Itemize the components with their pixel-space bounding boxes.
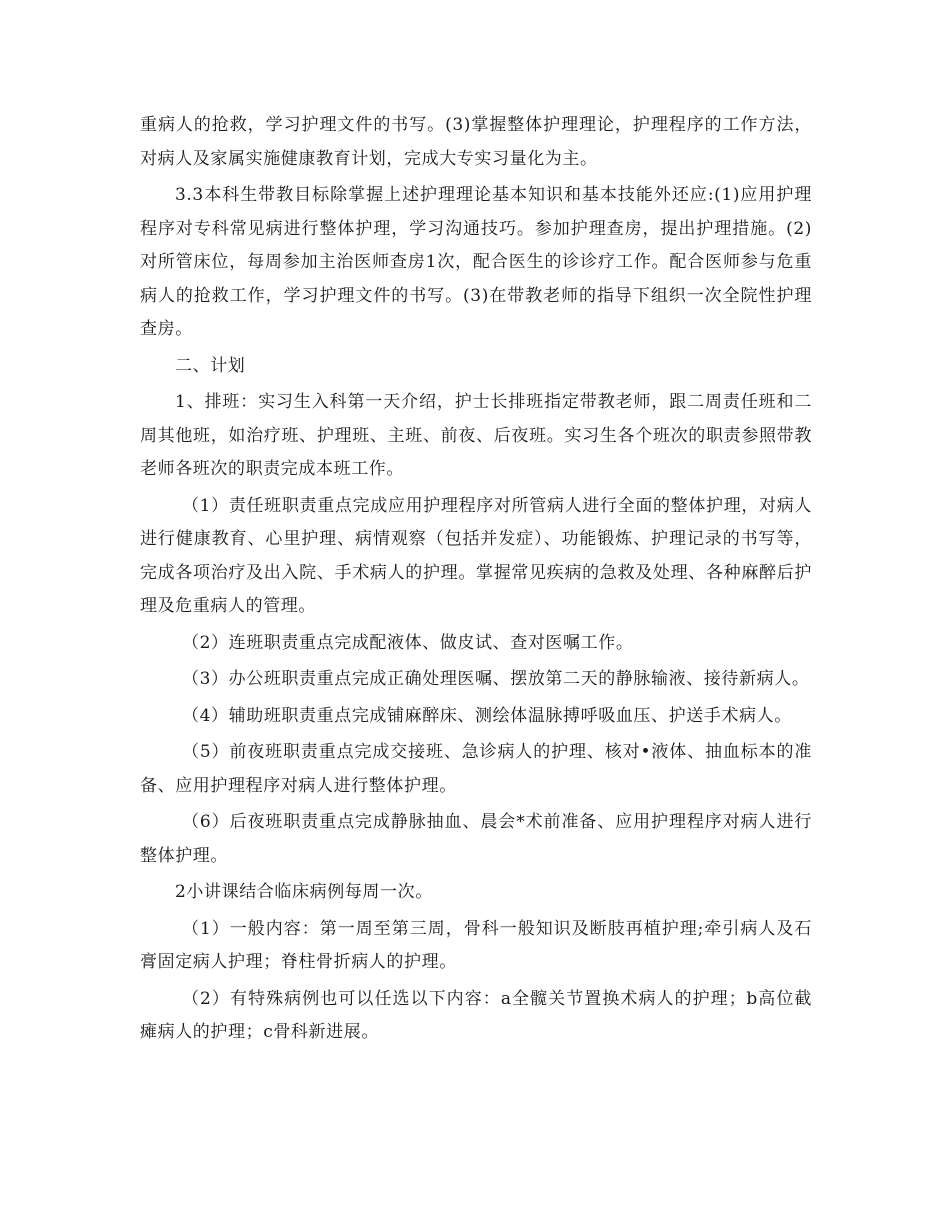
paragraph-lectures: 2小讲课结合临床病例每周一次。 [175,882,433,902]
document-body [140,109,812,1050]
section-heading-plan: 二、计划 [175,355,246,376]
paragraph-auxiliary-shift: （4）辅助班职责重点完成铺麻醉床、测绘体温脉搏呼吸血压、护送手术病人。 [182,705,792,726]
paragraph-office-shift: （3）办公班职责重点完成正确处理医嘱、摆放第二天的静脉输液、接待新病人。 [182,669,810,689]
paragraph-special-cases: （2）有特殊病例也可以任选以下内容：a全髋关节置换术病人的护理；b高位截瘫病人的护理；c骨科新进展。 [140,988,812,1042]
paragraph-continuous-shift: （2）连班职责重点完成配液体、做皮试、查对医嘱工作。 [182,632,634,653]
paragraph-continuation: 重病人的抢救，学习护理文件的书写。(3)掌握整体护理理论，护理程序的工作方法，对病人及家属实施健康教育计划，完成大专实习量化为主。 [140,115,812,169]
paragraph-general-content: （1）一般内容：第一周至第三周，骨科一般知识及断肢再植护理;牵引病人及石膏固定病人护理；脊柱骨折病人的护理。 [140,918,812,972]
paragraph-duty-shift: （1）责任班职责重点完成应用护理程序对所管病人进行全面的整体护理，对病人进行健康教育、心里护理、病情观察（包括并发症）、功能锻炼、护理记录的书写等，完成各项治疗及出入院、手术病人的护理。掌握常见疾病的急救及处理、各种麻醉后护理及危重病人的管理。 [140,495,812,616]
paragraph-undergrad-goals: 3.3本科生带教目标除掌握上述护理理论基本知识和基本技能外还应:(1)应用护理程序对专科常见病进行整体护理，学习沟通技巧。参加护理查房，提出护理措施。(2)对所管床位，每周参加主治医师查房1次，配合医生的诊诊疗工作。配合医师参与危重病人的抢救工作，学习护理文件的书写。(3)在带教老师的指导下组织一次全院性护理查房。 [140,185,812,339]
paragraph-scheduling: 1、排班：实习生入科第一天介绍，护士长排班指定带教老师，跟二周责任班和二周其他班，如治疗班、护理班、主班、前夜、后夜班。实习生各个班次的职责参照带教老师各班次的职责完成本班工作。 [140,392,812,479]
paragraph-night-shift: （6）后夜班职责重点完成静脉抽血、晨会*术前准备、应用护理程序对病人进行整体护理。 [140,812,812,866]
paragraph-evening-shift: （5）前夜班职责重点完成交接班、急诊病人的护理、核对•液体、抽血标本的准备、应用护理程序对病人进行整体护理。 [140,742,812,796]
